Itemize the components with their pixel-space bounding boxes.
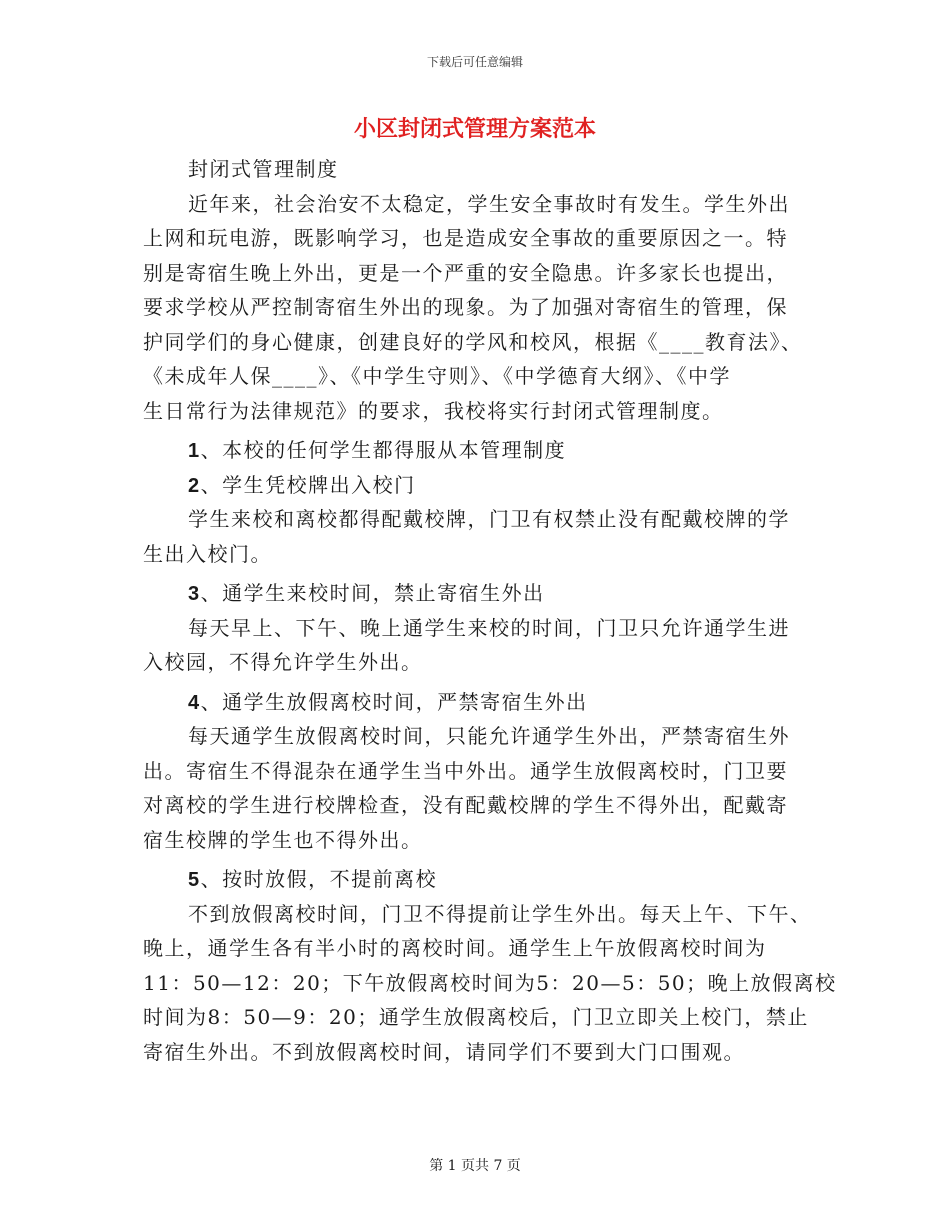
line-text: 生出入校门。 (143, 541, 272, 566)
line-text: 生日常行为法律规范》的要求，我校将实行封闭式管理制度。 (143, 398, 724, 423)
section-heading (143, 468, 809, 503)
body-text-line (143, 611, 809, 646)
line-text: 、按时放假，不提前离校 (200, 867, 438, 891)
body-text-line (143, 221, 809, 256)
line-text: 护同学们的身心健康，创建良好的学风和校风，根据《____教育法》、 (143, 329, 803, 354)
section-number: 2 (188, 474, 201, 497)
line-text: 时间为8：50—9：20；通学生放假离校后，门卫立即关上校门，禁止 (143, 1005, 809, 1029)
body-text-line (143, 1000, 809, 1035)
line-text: 对离校的学生进行校牌检查，没有配戴校牌的学生不得外出，配戴寄 (143, 793, 788, 817)
line-text: 晚上，通学生各有半小时的离校时间。通学生上午放假离校时间为 (143, 936, 767, 960)
line-text: 、本校的任何学生都得服从本管理制度 (200, 438, 567, 462)
line-text: 宿生校牌的学生也不得外出。 (143, 827, 423, 852)
body-text-line (143, 897, 812, 932)
section-heading (143, 433, 809, 468)
line-text: 、通学生放假离校时间，严禁寄宿生外出 (200, 689, 588, 714)
line-text: 、学生凭校牌出入校门 (200, 472, 416, 497)
section-number: 5 (188, 869, 201, 891)
body-text-line (143, 719, 809, 754)
header-note: 下载后可任意编辑 (426, 55, 523, 69)
body-text-line (143, 537, 809, 572)
body-text-line (143, 359, 809, 394)
body-text-line (143, 931, 809, 966)
line-text: 近年来，社会治安不太稳定，学生安全事故时有发生。学生外出 (188, 191, 790, 216)
line-text: 、通学生来校时间，禁止寄宿生外出 (200, 581, 545, 605)
section-heading (143, 576, 809, 611)
line-text: 每天通学生放假离校时间，只能允许通学生外出，严禁寄宿生外 (188, 724, 790, 748)
line-text: 寄宿生外出。不到放假离校时间，请同学们不要到大门口围观。 (143, 1039, 745, 1064)
line-text: 出。寄宿生不得混杂在通学生当中外出。通学生放假离校时，门卫要 (143, 758, 788, 783)
section-number: 1 (188, 440, 201, 462)
section-number: 4 (188, 691, 201, 714)
section-heading (143, 862, 809, 897)
body-text-line (143, 187, 809, 222)
body-text-line (143, 502, 809, 537)
line-text: 不到放假离校时间，门卫不得提前让学生外出。每天上午、下午、 (188, 901, 812, 926)
line-text: 别是寄宿生晚上外出，更是一个严重的安全隐患。许多家长也提出， (143, 260, 788, 285)
body-text-line (143, 290, 809, 325)
line-text: 上网和玩电游，既影响学习，也是造成安全事故的重要原因之一。特 (143, 226, 788, 250)
body-text-line (143, 788, 809, 823)
body-text-line (143, 325, 809, 360)
body-text-line (143, 256, 809, 291)
document-title: 小区封闭式管理方案范本 (353, 116, 596, 142)
body-text-line (143, 823, 809, 858)
body-text-line (143, 754, 809, 789)
body-text-line (143, 1035, 809, 1070)
section-number: 3 (188, 583, 201, 605)
line-text: 要求学校从严控制寄宿生外出的现象。为了加强对寄宿生的管理，保 (143, 295, 788, 319)
body-text-line (143, 645, 809, 680)
line-text: 封闭式管理制度 (188, 157, 339, 181)
line-text: 《未成年人保____》、《中学生守则》、《中学德育大纲》、《中学 (143, 364, 731, 388)
body-text-line (143, 394, 809, 429)
page-number-footer: 第 1 页共 7 页 (429, 1158, 521, 1174)
line-text: 每天早上、下午、晚上通学生来校的时间，门卫只允许通学生进 (188, 615, 790, 640)
section-heading (143, 685, 809, 720)
body-text-line (143, 152, 809, 187)
line-text: 学生来校和离校都得配戴校牌，门卫有权禁止没有配戴校牌的学 (188, 507, 790, 531)
document-body (143, 152, 837, 1069)
line-text: 11：50—12：20；下午放假离校时间为5：20—5：50；晚上放假离校 (143, 970, 837, 995)
body-text-line (143, 966, 837, 1001)
line-text: 入校园，不得允许学生外出。 (143, 650, 423, 674)
